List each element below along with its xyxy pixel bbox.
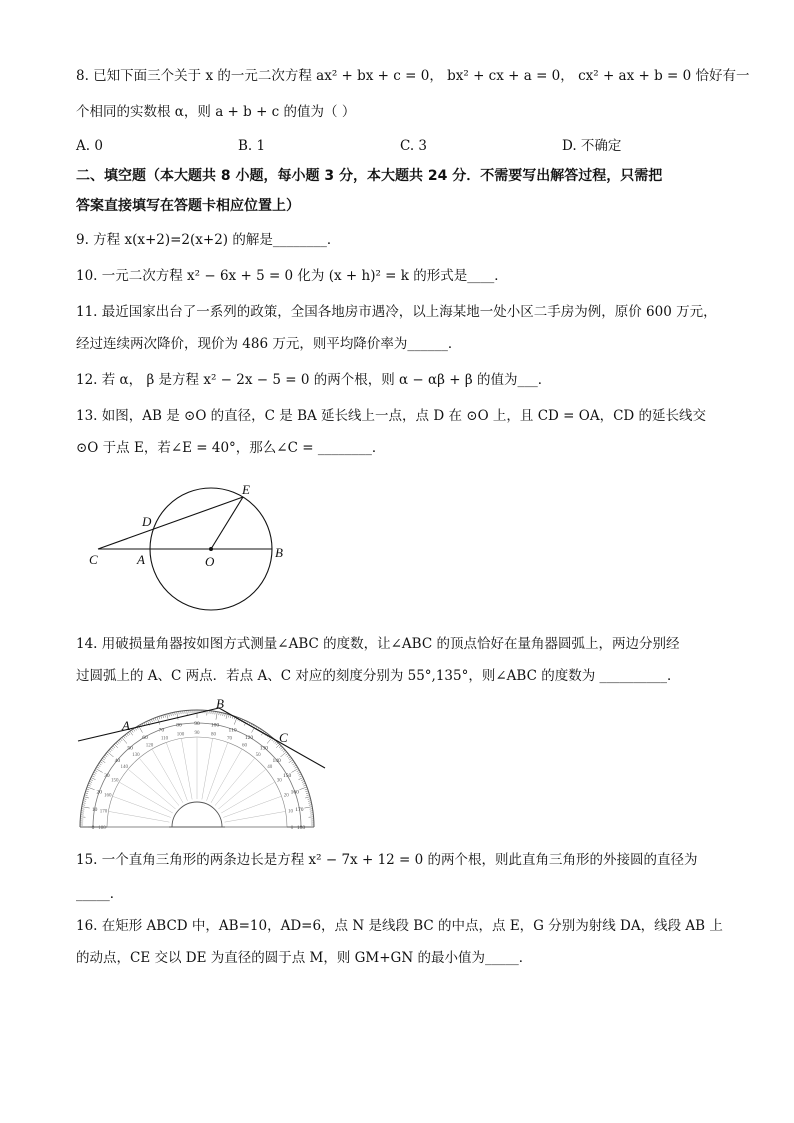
protractor-tick: [153, 719, 154, 722]
protractor-tick: [102, 758, 104, 760]
protractor-tick: [295, 767, 298, 769]
protractor-ray: [218, 769, 265, 809]
q10-text: 10. 一元二次方程 x² − 6x + 5 = 0 化为 (x + h)² = k 的形式是____．: [76, 268, 508, 284]
protractor-outer-number: 0: [91, 825, 95, 830]
protractor-outer-number: 10: [91, 806, 98, 813]
protractor-tick: [82, 807, 90, 808]
protractor-tick: [305, 791, 308, 792]
protractor-tick: [216, 712, 217, 720]
q14-line1: 14. 用破损量角器按如图方式测量∠ABC 的度数，让∠ABC 的顶点恰好在量角器圆弧上，两边分别经: [76, 636, 680, 652]
protractor-outer-number: 180: [296, 825, 306, 830]
protractor-inner-number: 50: [255, 753, 261, 759]
label-o: O: [205, 554, 215, 569]
protractor-tick: [119, 740, 121, 742]
protractor-ray: [181, 738, 192, 799]
protractor-tick: [309, 803, 312, 804]
protractor-tick: [107, 752, 113, 757]
protractor-outer-number: 170: [295, 806, 304, 813]
q13-line2: ⊙O 于点 E，若∠E = 40°，那么∠C = ________．: [76, 440, 386, 456]
protractor-tick: [100, 762, 102, 764]
protractor-tick: [305, 789, 308, 790]
q8-option-a: A. 0: [76, 138, 103, 154]
q9-text: 9. 方程 x(x+2)=2(x+2) 的解是________．: [76, 232, 341, 248]
label-b: B: [275, 545, 283, 560]
protractor-inner-number: 120: [145, 743, 154, 749]
protractor-tick: [86, 791, 89, 792]
protractor-outer-number: 50: [127, 745, 133, 752]
protractor-outer-number: 160: [290, 789, 299, 796]
protractor-outer-number: 30: [104, 773, 110, 779]
protractor-outer-number: 110: [228, 727, 237, 734]
protractor-tick: [302, 781, 305, 782]
q11-line1: 11. 最近国家出台了一系列的政策，全国各地房市遇冷，以上海某地一处小区二手房为例，原价 600 万元，: [76, 304, 717, 320]
protractor-tick: [84, 797, 89, 798]
protractor-inner-number: 70: [226, 736, 232, 742]
protractor-tick: [223, 713, 224, 716]
q8-option-b: B. 1: [238, 138, 266, 154]
protractor-tick: [282, 749, 284, 751]
protractor-tick: [171, 713, 172, 716]
protractor-tick: [303, 783, 306, 784]
protractor-tick: [91, 778, 96, 780]
protractor-tick: [149, 720, 150, 723]
protractor-inner-number: 130: [132, 753, 140, 759]
section2-heading-line2: 答案直接填写在答题卡相应位置上）: [76, 198, 300, 214]
protractor-tick: [85, 795, 88, 796]
protractor-inner-number: 160: [103, 793, 112, 799]
protractor-outer-number: 120: [244, 734, 254, 741]
protractor-tick: [101, 760, 105, 763]
q8-line1: 8. 已知下面三个关于 x 的一元二次方程 ax² + bx + c = 0， bx² + cx + a = 0， cx² + ax + b = 0 恰好有一: [76, 68, 750, 84]
protractor-inner-number: 90: [194, 731, 200, 736]
protractor-tick: [95, 770, 98, 771]
protractor-outer-number: 40: [114, 758, 121, 765]
protractor-tick: [219, 712, 220, 715]
protractor-tick: [169, 713, 170, 716]
protractor-tick: [305, 797, 310, 798]
protractor-tick: [221, 713, 222, 716]
q14-line2: 过圆弧上的 A、C 两点．若点 A、C 对应的刻度分别为 55°,135°，则∠ABC 的度数为 __________．: [76, 668, 681, 684]
protractor-tick: [93, 774, 96, 775]
protractor-inner-number: 180: [98, 826, 106, 830]
protractor-tick: [132, 730, 134, 732]
protractor-inner-number: 10: [288, 809, 294, 815]
q11-line2: 经过连续两次降价，现价为 486 万元，则平均降价率为______．: [76, 336, 462, 352]
protractor-tick: [304, 807, 312, 808]
protractor-tick: [308, 801, 311, 802]
protractor-outer-number: 80: [176, 722, 182, 729]
protractor-tick: [109, 750, 111, 752]
protractor-tick: [299, 774, 302, 775]
protractor-tick: [297, 770, 300, 771]
protractor-tick: [97, 767, 100, 769]
label-a: A: [122, 718, 130, 733]
protractor-tick: [292, 762, 294, 764]
protractor-tick: [230, 715, 231, 718]
q13-circle-figure: [80, 475, 310, 617]
protractor-tick: [298, 772, 301, 773]
protractor-outer-number: 20: [96, 789, 103, 796]
protractor-ray: [215, 758, 255, 805]
protractor-tick: [280, 747, 282, 749]
q8-option-d: D. 不确定: [562, 138, 622, 154]
protractor-tick: [104, 757, 106, 759]
protractor-tick: [275, 741, 277, 743]
protractor-center-hole: [172, 802, 222, 827]
label-c: C: [279, 730, 288, 745]
protractor-ray: [139, 758, 179, 805]
protractor-tick: [306, 793, 309, 794]
protractor-tick: [167, 714, 168, 719]
protractor-tick: [177, 712, 178, 720]
protractor-tick: [280, 752, 286, 757]
line-ce: [98, 497, 243, 549]
protractor-tick: [228, 715, 229, 718]
protractor-tick: [127, 734, 129, 736]
section2-heading-line1: 二、填空题（本大题共 8 小题，每小题 3 分，本大题共 24 分．不需要写出解答过程，只需把: [76, 168, 663, 184]
protractor-inner-number: 150: [110, 778, 119, 784]
protractor-tick: [113, 746, 115, 748]
protractor-tick: [92, 776, 95, 777]
protractor-tick: [303, 785, 306, 786]
protractor-tick: [161, 716, 162, 719]
protractor-inner-number: 40: [267, 764, 273, 770]
protractor-tick: [291, 769, 298, 773]
protractor-tick: [146, 722, 147, 725]
q13-line1: 13. 如图，AB 是 ⊙O 的直径，C 是 BA 延长线上一点，点 D 在 ⊙O 上，且 CD = OA，CD 的延长线交: [76, 408, 707, 424]
protractor-tick: [106, 753, 108, 755]
protractor-tick: [117, 741, 119, 743]
protractor-tick: [123, 736, 125, 738]
protractor-tick: [89, 781, 92, 782]
protractor-tick: [82, 805, 85, 806]
protractor-tick: [159, 716, 160, 719]
q14-protractor-figure: [75, 695, 335, 830]
protractor-tick: [226, 714, 227, 719]
protractor-tick: [96, 769, 103, 773]
protractor-tick: [116, 743, 118, 745]
protractor-tick: [133, 729, 135, 732]
protractor-ray: [202, 738, 213, 799]
protractor-tick: [90, 779, 93, 780]
protractor-inner-number: 30: [276, 778, 282, 784]
center-point-o: [209, 547, 213, 551]
protractor-tick: [289, 760, 293, 763]
protractor-tick: [288, 757, 290, 759]
label-a: A: [137, 552, 145, 567]
protractor-tick: [283, 750, 285, 752]
protractor-tick: [294, 765, 297, 767]
protractor-tick: [299, 776, 302, 777]
protractor-ray: [128, 769, 175, 809]
protractor-outer-number: 140: [272, 758, 281, 765]
protractor-tick: [110, 749, 112, 751]
protractor-tick: [130, 731, 133, 735]
protractor-tick: [89, 783, 92, 784]
protractor-tick: [99, 763, 102, 765]
protractor-tick: [165, 715, 166, 718]
q8-option-c: C. 3: [400, 138, 428, 154]
protractor-tick: [163, 715, 164, 718]
label-b: B: [216, 696, 224, 711]
protractor-tick: [289, 758, 291, 760]
protractor-tick: [276, 743, 278, 745]
protractor-tick: [83, 803, 86, 804]
protractor-outer-number: 100: [210, 722, 220, 729]
protractor-ray: [108, 811, 169, 822]
protractor-tick: [98, 765, 101, 767]
q12-text: 12. 若 α， β 是方程 x² − 2x − 5 = 0 的两个根，则 α − αβ + β 的值为___．: [76, 372, 552, 388]
protractor-inner-number: 170: [99, 809, 108, 815]
protractor-outer-number: 60: [142, 734, 148, 741]
protractor-tick: [307, 795, 310, 796]
q8-line2: 个相同的实数根 α，则 a + b + c 的值为（ ）: [76, 104, 356, 120]
protractor-tick: [308, 799, 311, 800]
protractor-tick: [287, 755, 289, 757]
label-d: D: [142, 514, 152, 529]
protractor-tick: [273, 740, 275, 742]
protractor-outer-number: 130: [259, 745, 268, 752]
protractor-ray: [225, 811, 286, 822]
protractor-tick: [94, 772, 97, 773]
protractor-inner-number: 80: [210, 732, 216, 738]
protractor-outer-number: 150: [282, 773, 292, 779]
protractor-tick: [83, 799, 86, 800]
protractor-tick: [299, 778, 304, 780]
protractor-inner-number: 60: [242, 743, 247, 749]
protractor-inner-number: 0: [290, 826, 294, 830]
protractor-tick: [111, 747, 113, 749]
label-c: C: [89, 552, 98, 567]
label-e: E: [242, 482, 250, 497]
protractor-tick: [293, 763, 296, 765]
q15-line2: _____．: [76, 886, 124, 902]
protractor-tick: [175, 712, 176, 715]
protractor-tick: [279, 746, 281, 748]
protractor-tick: [86, 789, 89, 790]
protractor-tick: [173, 713, 174, 716]
protractor-tick: [225, 713, 226, 716]
protractor-tick: [105, 755, 107, 757]
protractor-inner-number: 20: [283, 793, 289, 799]
protractor-tick: [155, 718, 156, 721]
line-oe: [211, 497, 243, 549]
protractor-tick: [125, 735, 127, 737]
protractor-inner-number: 140: [120, 764, 128, 770]
protractor-tick: [83, 801, 86, 802]
protractor-inner-number: 110: [160, 736, 169, 742]
protractor-tick: [309, 805, 312, 806]
q16-line2: 的动点，CE 交以 DE 为直径的圆于点 M，则 GM+GN 的最小值为_____．: [76, 950, 533, 966]
protractor-tick: [301, 779, 304, 780]
protractor-tick: [286, 753, 288, 755]
protractor-outer-number: 90: [194, 721, 200, 727]
protractor-tick: [120, 739, 122, 741]
protractor-tick: [122, 737, 127, 743]
q16-line1: 16. 在矩形 ABCD 中，AB=10，AD=6，点 N 是线段 BC 的中点，点 E，G 分别为射线 DA，线段 AB 上: [76, 918, 723, 934]
protractor-outer-number: 70: [158, 727, 165, 734]
protractor-inner-number: 100: [176, 732, 185, 738]
protractor-tick: [88, 785, 91, 786]
protractor-tick: [85, 793, 88, 794]
protractor-tick: [151, 719, 152, 722]
q15-line1: 15. 一个直角三角形的两条边长是方程 x² − 7x + 12 = 0 的两个根，则此直角三角形的外接圆的直径为: [76, 852, 698, 868]
